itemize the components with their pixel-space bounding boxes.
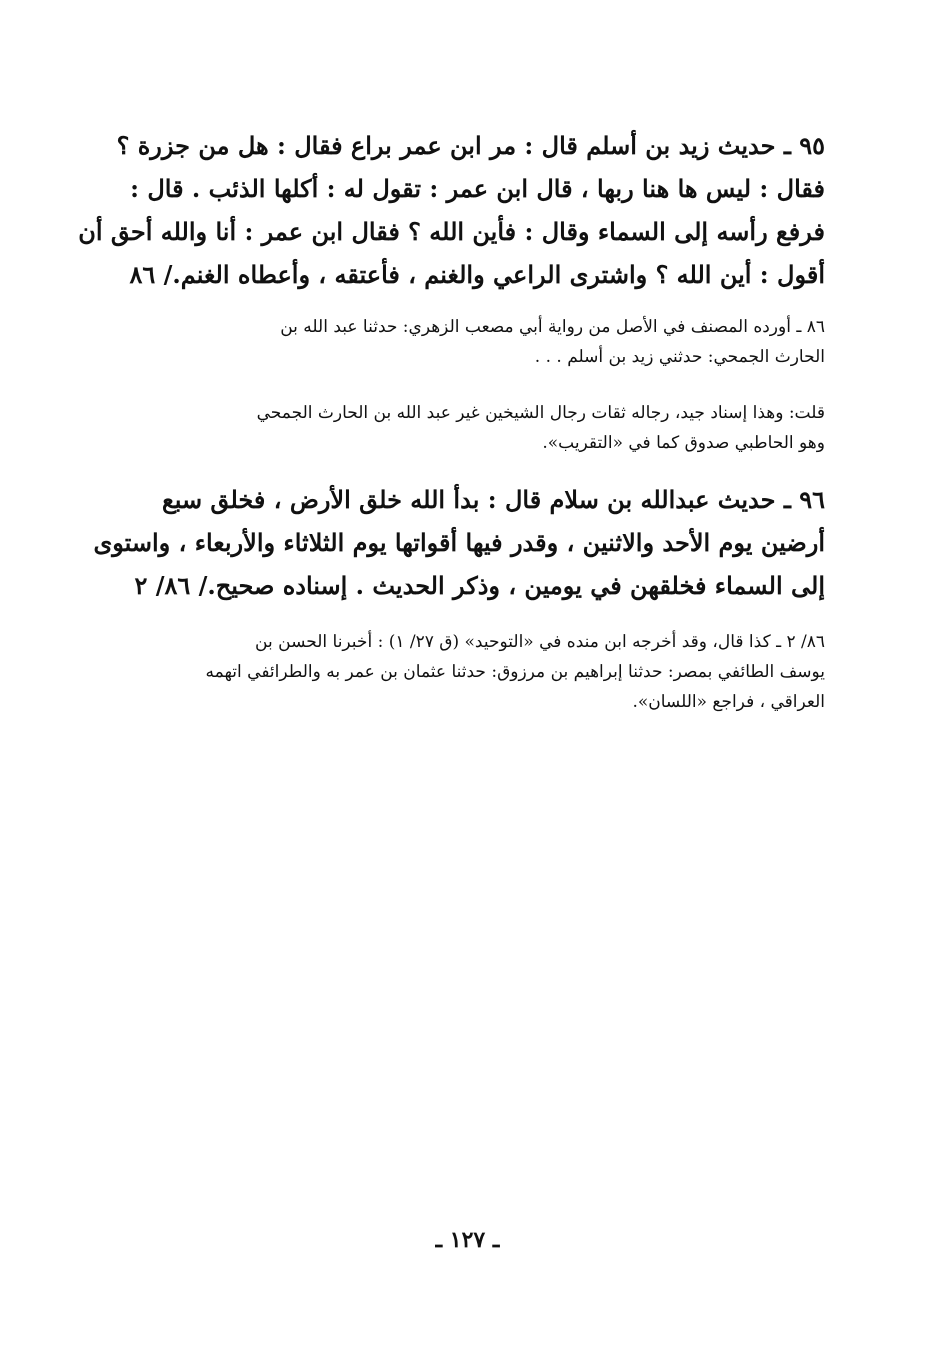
footnote-86-2-line: يوسف الطائفي بمصر: حدثنا إبراهيم بن مرزوق: حدثنا عثمان بن عمر به والطرائفي اتهمه — [205, 662, 825, 682]
footnote-86-2-line: ٨٦/ ٢ ـ كذا قال، وقد أخرجه ابن منده في «التوحيد» (ق ٢٧/ ١) : أخبرنا الحسن بن — [255, 632, 825, 652]
hadith-96-line: أرضين يوم الأحد والاثنين ، وقدر فيها أقواتها يوم الثلاثاء والأربعاء ، واستوى — [93, 528, 825, 557]
footnote-86-2 — [135, 627, 825, 717]
hadith-95-line: أقول : أين الله ؟ واشترى الراعي والغنم ، فأعتقه ، وأعطاه الغنم./ ٨٦ — [129, 260, 825, 289]
page-number: ـ ١٢٧ ـ — [435, 1227, 500, 1253]
hadith-95-paragraph — [78, 124, 825, 296]
hadith-96-line: ٩٦ ـ حديث عبدالله بن سلام قال : بدأ الله خلق الأرض ، فخلق سبع — [161, 485, 825, 514]
footnote-86-line: الحارث الجمحي: حدثني زيد بن أسلم . . . — [534, 347, 825, 367]
footnote-86-2-line: العراقي ، فراجع «اللسان». — [632, 692, 825, 712]
hadith-96-line: إلى السماء فخلقهن في يومين ، وذكر الحديث . إسناده صحيح./ ٨٦/ ٢ — [134, 571, 825, 600]
footnote-86-comment-line: وهو الحاطبي صدوق كما في «التقريب». — [542, 433, 825, 453]
hadith-95-line: فقال : ليس ها هنا ربها ، قال ابن عمر : تقول له : أكلها الذئب . قال : — [130, 174, 825, 203]
hadith-95-line: ٩٥ ـ حديث زيد بن أسلم قال : مر ابن عمر براع فقال : هل من جزرة ؟ — [116, 131, 825, 160]
hadith-96-paragraph — [93, 478, 825, 607]
footnote-86-line: ٨٦ ـ أورده المصنف في الأصل من رواية أبي مصعب الزهري: حدثنا عبد الله بن — [280, 317, 825, 337]
footnote-86-comment-line: قلت: وهذا إسناد جيد، رجاله ثقات رجال الشيخين غير عبد الله بن الحارث الجمحي — [256, 403, 825, 423]
footnote-86 — [135, 312, 825, 372]
footnote-86-comment — [135, 398, 825, 458]
hadith-95-line: فرفع رأسه إلى السماء وقال : فأين الله ؟ فقال ابن عمر : أنا والله أحق أن — [78, 217, 825, 246]
